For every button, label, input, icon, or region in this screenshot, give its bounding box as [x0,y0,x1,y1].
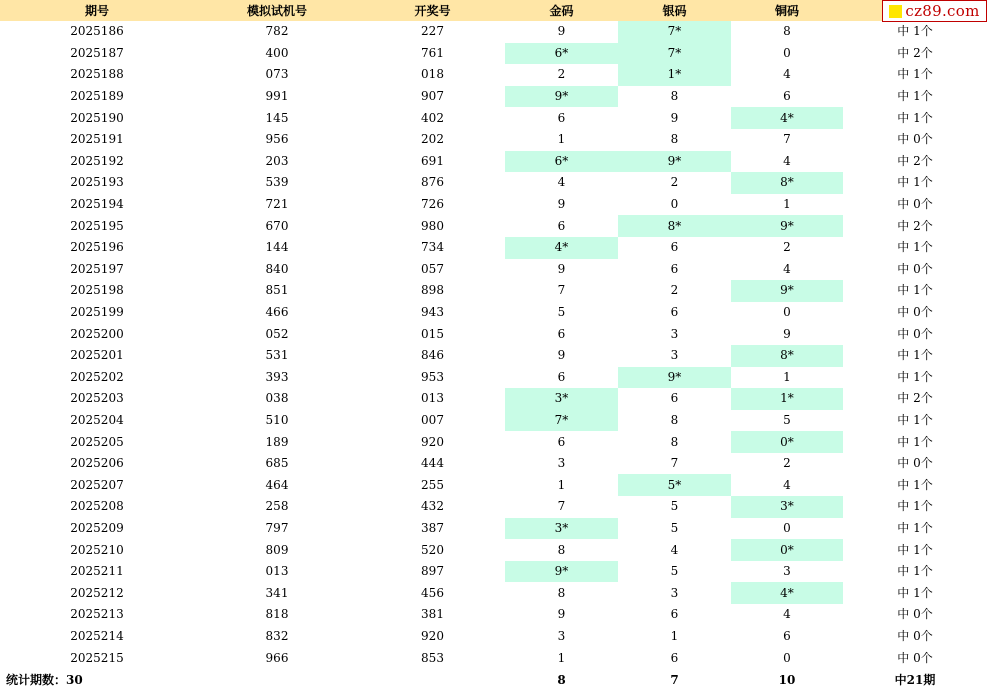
table-row [0,518,987,540]
cell-period: 2025194 [70,197,124,212]
cell-bronze-code: 4 [783,67,791,82]
cell-period: 2025189 [70,89,124,104]
cell-silver-code: 8 [670,412,679,427]
cell-draw-number: 920 [421,434,444,449]
cell-silver-code: 6 [670,391,679,406]
cell-hits: 中 0个 [897,197,933,212]
cell-draw-number: 920 [421,628,444,643]
cell-sim-number: 189 [265,434,289,449]
cell-bronze-code: 0* [731,431,843,453]
cell-hits: 中 0个 [897,607,933,622]
cell-silver-code: 9 [670,110,679,125]
table-row [0,496,987,518]
cell-sim-number: 685 [265,456,289,471]
cell-gold-code: 6 [557,434,566,449]
cell-sim-number: 721 [265,197,289,212]
cell-sim-number: 393 [265,369,289,384]
cell-bronze-code: 1 [783,197,791,212]
cell-period: 2025206 [70,456,124,471]
cell-sim-number: 466 [265,305,289,320]
cell-draw-number: 387 [421,520,444,535]
cell-period: 2025209 [70,520,124,535]
cell-period: 2025211 [70,564,124,579]
cell-draw-number: 015 [421,326,444,341]
table-row [0,151,987,173]
header-silver-code: 银码 [618,0,731,21]
cell-bronze-code: 2 [783,240,791,255]
cell-bronze-code: 0 [783,650,791,665]
table-row [0,280,987,302]
cell-silver-code: 6 [670,650,679,665]
cell-hits: 中 1个 [897,24,933,39]
cell-gold-code: 6 [557,110,566,125]
cell-draw-number: 898 [421,283,444,298]
cell-silver-code: 7* [618,43,731,65]
summary-bronze-total: 10 [778,672,796,687]
cell-period: 2025192 [70,153,124,168]
cell-silver-code: 2 [670,283,679,298]
table-row [0,302,987,324]
cell-bronze-code: 0 [783,305,791,320]
cell-sim-number: 818 [265,607,289,622]
logo-text: cz89.com [905,2,980,20]
cell-hits: 中 1个 [897,412,933,427]
cell-bronze-code: 1* [731,388,843,410]
cell-period: 2025190 [70,110,124,125]
cell-gold-code: 4 [557,175,566,190]
cell-draw-number: 007 [421,412,444,427]
cell-period: 2025187 [70,45,124,60]
cell-hits: 中 1个 [897,520,933,535]
cell-bronze-code: 9* [731,215,843,237]
cell-sim-number: 782 [265,24,289,39]
table-row [0,539,987,561]
cell-period: 2025214 [70,628,124,643]
cell-silver-code: 1* [618,64,731,86]
cell-hits: 中 2个 [897,391,933,406]
cell-silver-code: 3 [670,326,679,341]
cell-draw-number: 013 [421,391,444,406]
table-row [0,172,987,194]
summary-gold-total: 8 [557,672,566,687]
table-row [0,345,987,367]
cell-hits: 中 2个 [897,218,933,233]
cell-bronze-code: 1 [783,369,791,384]
cell-bronze-code: 6 [783,89,791,104]
cell-hits: 中 1个 [897,348,933,363]
cell-bronze-code: 7 [783,132,791,147]
cell-silver-code: 6 [670,240,679,255]
cell-sim-number: 539 [265,175,289,190]
cell-bronze-code: 4 [783,153,791,168]
cell-sim-number: 258 [265,499,289,514]
cell-period: 2025205 [70,434,124,449]
cell-silver-code: 0 [670,197,679,212]
cell-sim-number: 038 [265,391,289,406]
table-row [0,474,987,496]
cell-hits: 中 1个 [897,434,933,449]
cell-silver-code: 8* [618,215,731,237]
cell-silver-code: 4 [670,542,679,557]
cell-sim-number: 052 [265,326,289,341]
table-row [0,561,987,583]
cell-gold-code: 7 [557,499,566,514]
summary-hits-total: 中21期 [894,673,936,688]
cell-gold-code: 4* [505,237,618,259]
cell-gold-code: 1 [557,650,566,665]
cell-bronze-code: 0 [783,45,791,60]
cell-draw-number: 202 [421,132,444,147]
cell-sim-number: 991 [265,89,289,104]
cell-silver-code: 8 [670,434,679,449]
cell-hits: 中 1个 [897,283,933,298]
cell-bronze-code: 2 [783,456,791,471]
cell-draw-number: 057 [421,261,444,276]
cell-period: 2025186 [70,24,124,39]
cell-period: 2025191 [70,132,124,147]
cell-draw-number: 520 [421,542,444,557]
table-row [0,431,987,453]
cell-gold-code: 9 [557,348,566,363]
cell-bronze-code: 0 [783,520,791,535]
cell-draw-number: 381 [421,607,444,622]
cell-sim-number: 851 [265,283,289,298]
cell-draw-number: 444 [421,456,444,471]
cell-bronze-code: 4* [731,107,843,129]
cell-gold-code: 9 [557,197,566,212]
cell-sim-number: 400 [265,45,289,60]
cell-period: 2025213 [70,607,124,622]
table-row [0,388,987,410]
table-row [0,647,987,669]
cell-bronze-code: 5 [783,412,791,427]
cell-gold-code: 3 [557,628,566,643]
cell-hits: 中 2个 [897,45,933,60]
cell-sim-number: 956 [265,132,289,147]
cell-period: 2025199 [70,305,124,320]
cell-draw-number: 255 [421,477,444,492]
table-row [0,367,987,389]
cell-period: 2025212 [70,585,124,600]
summary-silver-total: 7 [670,672,679,687]
table-row [0,626,987,648]
cell-gold-code: 3* [505,388,618,410]
cell-bronze-code: 8* [731,345,843,367]
cell-draw-number: 943 [421,305,444,320]
cell-gold-code: 9 [557,607,566,622]
cell-draw-number: 227 [421,24,444,39]
cell-draw-number: 853 [421,650,444,665]
cell-hits: 中 1个 [897,369,933,384]
cell-bronze-code: 8* [731,172,843,194]
cell-hits: 中 0个 [897,650,933,665]
cell-sim-number: 013 [265,564,289,579]
cell-bronze-code: 8 [783,24,791,39]
summary-period-count: 统计期数：30 [6,673,83,688]
header-gold-code: 金码 [505,0,618,21]
cell-draw-number: 432 [421,499,444,514]
cell-draw-number: 876 [421,175,444,190]
cell-sim-number: 341 [265,585,289,600]
cell-silver-code: 7* [618,21,731,43]
cell-gold-code: 6* [505,151,618,173]
cell-sim-number: 809 [265,542,289,557]
cell-hits: 中 0个 [897,261,933,276]
cell-hits: 中 1个 [897,542,933,557]
cell-silver-code: 5 [670,520,679,535]
table-row [0,64,987,86]
cell-hits: 中 0个 [897,628,933,643]
cell-gold-code: 8 [557,585,566,600]
cell-sim-number: 203 [265,153,289,168]
cell-silver-code: 2 [670,175,679,190]
table-row [0,582,987,604]
table-row [0,323,987,345]
cell-draw-number: 980 [421,218,444,233]
cell-draw-number: 018 [421,67,444,82]
table-row [0,21,987,43]
cell-draw-number: 907 [421,89,444,104]
cell-gold-code: 3 [557,456,566,471]
cell-hits: 中 1个 [897,110,933,125]
cell-silver-code: 8 [670,132,679,147]
cell-silver-code: 5 [670,564,679,579]
cell-sim-number: 797 [265,520,289,535]
cell-bronze-code: 6 [783,628,791,643]
cell-period: 2025195 [70,218,124,233]
cell-period: 2025197 [70,261,124,276]
cell-period: 2025202 [70,369,124,384]
table-row [0,604,987,626]
cell-gold-code: 7* [505,410,618,432]
cell-hits: 中 1个 [897,477,933,492]
cell-bronze-code: 9* [731,280,843,302]
cell-period: 2025215 [70,650,124,665]
cell-bronze-code: 0* [731,539,843,561]
cell-hits: 中 1个 [897,564,933,579]
cell-bronze-code: 4 [783,477,791,492]
cell-period: 2025200 [70,326,124,341]
cell-gold-code: 1 [557,477,566,492]
header-bronze-code: 铜码 [731,0,843,21]
header-sim-number: 模拟试机号 [194,0,360,21]
cell-silver-code: 6 [670,305,679,320]
cell-gold-code: 1 [557,132,566,147]
cell-gold-code: 2 [557,67,566,82]
site-logo[interactable] [882,0,987,22]
cell-silver-code: 5* [618,474,731,496]
table-row [0,129,987,151]
cell-sim-number: 670 [265,218,289,233]
cell-bronze-code: 9 [783,326,791,341]
cell-gold-code: 9* [505,86,618,108]
logo-square-icon [889,5,902,18]
cell-sim-number: 832 [265,628,289,643]
cell-period: 2025198 [70,283,124,298]
cell-silver-code: 9* [618,151,731,173]
header-draw-number: 开奖号 [360,0,505,21]
cell-period: 2025207 [70,477,124,492]
cell-period: 2025208 [70,499,124,514]
table-row [0,215,987,237]
cell-gold-code: 9 [557,24,566,39]
cell-hits: 中 1个 [897,175,933,190]
cell-sim-number: 510 [265,412,289,427]
table-row [0,453,987,475]
cell-hits: 中 0个 [897,456,933,471]
cell-gold-code: 5 [557,305,566,320]
cell-draw-number: 953 [421,369,444,384]
cell-sim-number: 073 [265,67,289,82]
cell-draw-number: 734 [421,240,444,255]
cell-period: 2025203 [70,391,124,406]
cell-bronze-code: 4* [731,582,843,604]
cell-hits: 中 1个 [897,585,933,600]
cell-period: 2025204 [70,412,124,427]
cell-sim-number: 966 [265,650,289,665]
cell-draw-number: 761 [421,45,444,60]
cell-period: 2025188 [70,67,124,82]
cell-draw-number: 726 [421,197,444,212]
cell-bronze-code: 3 [783,564,791,579]
header-period: 期号 [0,0,194,21]
table-row [0,86,987,108]
cell-gold-code: 6 [557,369,566,384]
cell-gold-code: 6 [557,218,566,233]
cell-silver-code: 9* [618,367,731,389]
cell-bronze-code: 4 [783,261,791,276]
summary-row [0,669,987,691]
cell-gold-code: 6* [505,43,618,65]
cell-sim-number: 840 [265,261,289,276]
table-body [0,21,987,669]
cell-hits: 中 1个 [897,240,933,255]
cell-draw-number: 897 [421,564,444,579]
cell-gold-code: 9 [557,261,566,276]
cell-hits: 中 2个 [897,153,933,168]
cell-silver-code: 5 [670,499,679,514]
cell-hits: 中 0个 [897,305,933,320]
cell-period: 2025201 [70,348,124,363]
cell-silver-code: 3 [670,348,679,363]
table-row [0,43,987,65]
table-row [0,259,987,281]
cell-silver-code: 6 [670,607,679,622]
cell-gold-code: 3* [505,518,618,540]
cell-sim-number: 144 [265,240,289,255]
cell-hits: 中 1个 [897,499,933,514]
cell-gold-code: 6 [557,326,566,341]
cell-gold-code: 8 [557,542,566,557]
cell-bronze-code: 4 [783,607,791,622]
cell-gold-code: 7 [557,283,566,298]
cell-silver-code: 6 [670,261,679,276]
cell-period: 2025210 [70,542,124,557]
cell-silver-code: 8 [670,89,679,104]
cell-sim-number: 531 [265,348,289,363]
table-header-row [0,0,987,21]
table-row [0,237,987,259]
cell-draw-number: 456 [421,585,444,600]
table-row [0,107,987,129]
cell-hits: 中 0个 [897,132,933,147]
cell-silver-code: 1 [670,628,679,643]
cell-draw-number: 402 [421,110,444,125]
cell-hits: 中 1个 [897,67,933,82]
cell-period: 2025196 [70,240,124,255]
cell-hits: 中 1个 [897,89,933,104]
cell-gold-code: 9* [505,561,618,583]
cell-draw-number: 846 [421,348,444,363]
cell-hits: 中 0个 [897,326,933,341]
table-row [0,410,987,432]
cell-silver-code: 7 [670,456,679,471]
table-row [0,194,987,216]
cell-draw-number: 691 [421,153,444,168]
cell-period: 2025193 [70,175,124,190]
cell-bronze-code: 3* [731,496,843,518]
cell-silver-code: 3 [670,585,679,600]
cell-sim-number: 464 [265,477,289,492]
cell-sim-number: 145 [265,110,289,125]
